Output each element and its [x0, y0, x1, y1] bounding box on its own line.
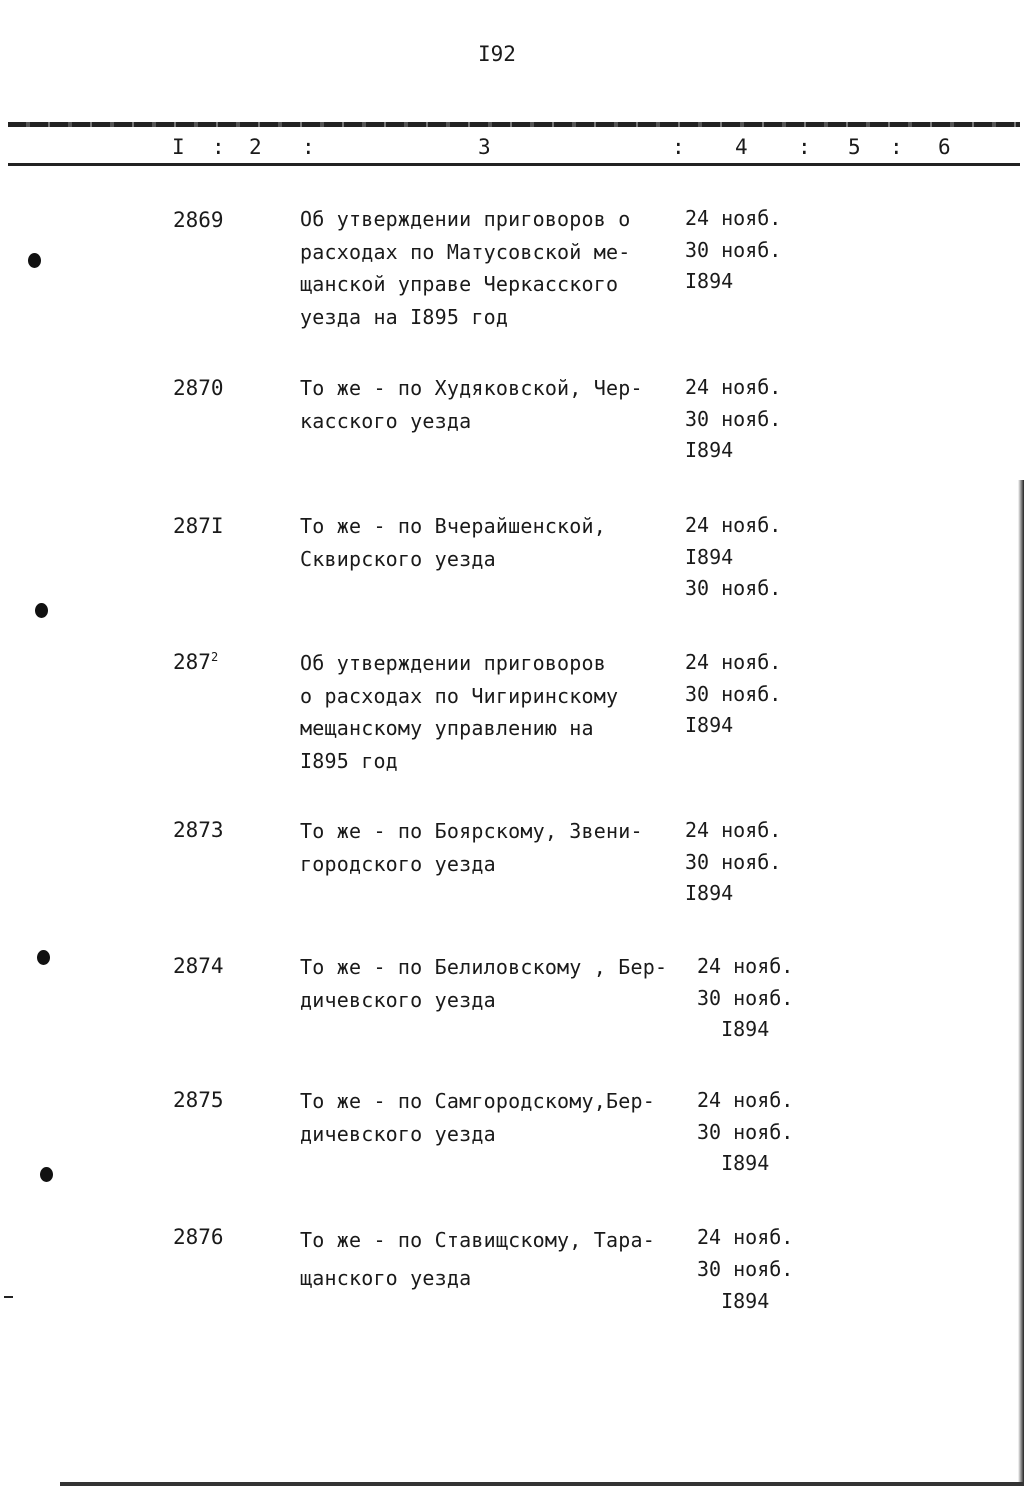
description-line: Сквирского уезда — [300, 546, 496, 571]
entry-number-base: 287 — [173, 650, 211, 674]
date-line: 30 нояб. — [697, 1119, 794, 1144]
entry-description — [300, 510, 606, 575]
entry-number — [173, 650, 218, 674]
date-line: 30 нояб. — [685, 849, 782, 874]
column-header-5: 5 — [848, 135, 861, 159]
description-line: щанской управе Черкасского — [300, 272, 619, 296]
date-line: I894 — [721, 1289, 770, 1313]
entry-dates — [685, 372, 781, 467]
date-line: I894 — [685, 713, 734, 737]
date-line: I894 — [685, 438, 734, 462]
description-line: То же - по Ставищскому, Тара- — [300, 1228, 655, 1252]
column-separator: : — [672, 135, 685, 159]
description-line: щанского уезда — [300, 1266, 472, 1290]
column-header-1: I — [172, 135, 185, 159]
date-line: 24 нояб. — [685, 650, 782, 674]
date-line: 30 нояб. — [685, 576, 782, 600]
description-line: мещанскому управлению на — [300, 716, 594, 740]
scan-edge-shadow — [1018, 480, 1024, 1486]
column-separator: : — [798, 135, 811, 159]
entry-description — [300, 1085, 655, 1150]
date-line: 24 нояб. — [697, 1088, 794, 1112]
column-header-2: 2 — [249, 135, 262, 159]
entry-description — [300, 1221, 655, 1297]
header-rule-bottom — [8, 163, 1020, 166]
description-line: касского уезда — [300, 408, 472, 433]
entry-number: 2874 — [173, 954, 224, 978]
description-line: То же - по Худяковской, Чер- — [300, 376, 643, 400]
entry-dates — [685, 203, 781, 298]
margin-mark — [4, 1296, 13, 1298]
page-number: I92 — [478, 42, 516, 66]
entry-number: 2875 — [173, 1088, 224, 1112]
date-line: 24 нояб. — [685, 206, 782, 230]
column-separator: : — [212, 135, 225, 159]
entry-dates — [697, 1221, 793, 1317]
column-header-4: 4 — [735, 135, 748, 159]
punch-hole — [37, 950, 50, 965]
entry-description — [300, 647, 618, 777]
description-line: I895 год — [300, 748, 398, 773]
entry-dates — [697, 1085, 793, 1180]
punch-hole — [40, 1167, 53, 1182]
entry-description — [300, 203, 631, 333]
column-header-6: 6 — [938, 135, 951, 159]
column-header-3: 3 — [478, 135, 491, 159]
date-line: I894 — [721, 1151, 770, 1175]
entry-dates — [685, 510, 781, 605]
punch-hole — [28, 253, 41, 268]
description-line: о расходах по Чигиринскому — [300, 683, 619, 708]
date-line: I894 — [685, 269, 734, 293]
description-line: Об утверждении приговоров о — [300, 207, 631, 231]
description-line: дичевского уезда — [300, 1121, 496, 1146]
entry-number: 287I — [173, 514, 224, 538]
entry-dates — [697, 951, 793, 1046]
entry-number: 2870 — [173, 376, 224, 400]
description-line: городского уезда — [300, 851, 496, 876]
date-line: 24 нояб. — [685, 818, 782, 842]
entry-dates — [685, 815, 781, 910]
entry-description — [300, 372, 643, 437]
date-line: 30 нояб. — [697, 985, 794, 1010]
entry-number: 2876 — [173, 1225, 224, 1249]
entry-number-correction: 2 — [210, 650, 219, 664]
date-line: I894 — [685, 881, 734, 905]
entry-dates — [685, 647, 781, 742]
entry-number: 2873 — [173, 818, 224, 842]
date-line: I894 — [685, 544, 734, 569]
column-separator: : — [890, 135, 903, 159]
punch-hole — [35, 603, 48, 618]
date-line: I894 — [721, 1017, 770, 1041]
date-line: 30 нояб. — [685, 237, 782, 262]
column-separator: : — [302, 135, 315, 159]
entry-description — [300, 951, 667, 1016]
date-line: 30 нояб. — [685, 406, 782, 431]
description-line: дичевского уезда — [300, 987, 496, 1012]
header-rule-top — [8, 122, 1020, 127]
date-line: 24 нояб. — [685, 513, 782, 537]
description-line: расходах по Матусовской ме- — [300, 239, 631, 264]
date-line: 24 нояб. — [685, 375, 782, 399]
description-line: То же - по Вчерайшенской, — [300, 514, 607, 538]
description-line: То же - по Самгородскому,Бер- — [300, 1089, 655, 1113]
description-line: Об утверждении приговоров — [300, 651, 607, 675]
scan-edge-bottom — [60, 1482, 1024, 1486]
date-line: 24 нояб. — [697, 954, 794, 978]
date-line: 30 нояб. — [685, 681, 782, 706]
entry-description — [300, 815, 643, 880]
date-line: 30 нояб. — [697, 1257, 794, 1281]
description-line: То же - по Боярскому, Звени- — [300, 819, 643, 843]
date-line: 24 нояб. — [697, 1225, 794, 1249]
description-line: То же - по Белиловскому , Бер- — [300, 955, 668, 979]
entry-number: 2869 — [173, 208, 224, 232]
description-line: уезда на I895 год — [300, 304, 509, 329]
